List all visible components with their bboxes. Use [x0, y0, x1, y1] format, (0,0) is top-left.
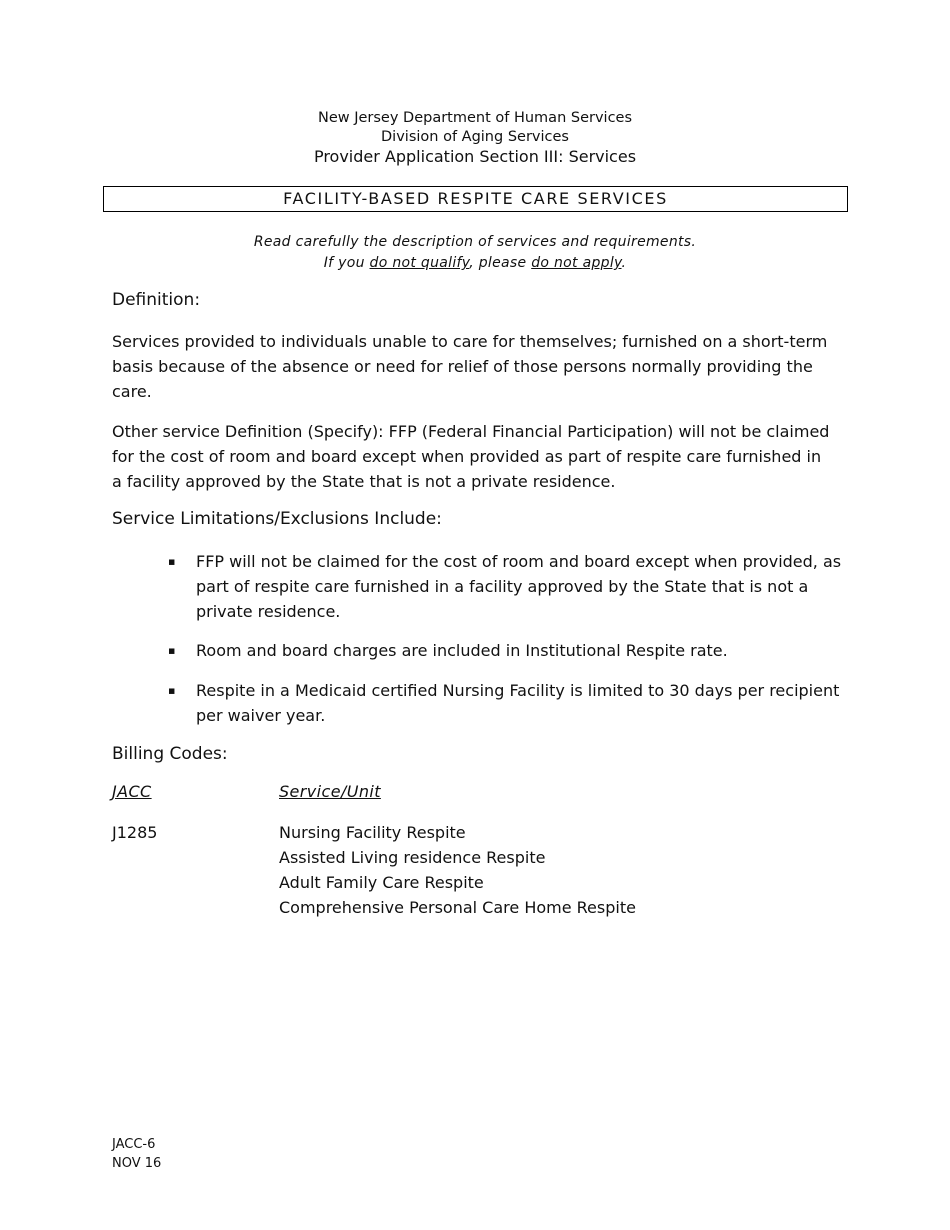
agency-name: New Jersey Department of Human Services [317, 110, 633, 126]
instruction-text: If you [323, 255, 370, 271]
billing-code: J1285 [112, 823, 158, 842]
billing-heading: Billing Codes: [112, 744, 228, 764]
service-unit-item: Nursing Facility Respite [279, 823, 466, 842]
limitation-text: FFP will not be claimed for the cost of room and board except when provided, as part of respite care furnished in a facility approved by the State that is not a private residence. [196, 552, 842, 621]
footer-date: NOV 16 [112, 1156, 162, 1171]
footer-form-id: JACC-6 [112, 1137, 156, 1152]
section-title: Provider Application Section III: Services [313, 147, 637, 166]
service-unit-item: Assisted Living residence Respite [279, 848, 546, 867]
instruction-underline-apply: do not apply [531, 255, 622, 271]
instruction-line-2 [0, 255, 950, 271]
limitation-text: Room and board charges are included in Institutional Respite rate. [196, 641, 728, 660]
column-header-jacc: JACC [112, 782, 152, 801]
service-unit-item: Comprehensive Personal Care Home Respite [279, 898, 636, 917]
bullet-icon: ▪ [168, 555, 176, 568]
service-unit-item: Adult Family Care Respite [279, 873, 484, 892]
bullet-icon: ▪ [168, 644, 176, 657]
definition-heading: Definition: [112, 290, 201, 310]
instruction-text: . [621, 255, 627, 271]
instruction-line-1: Read carefully the description of services and requirements. [253, 234, 697, 250]
division-name: Division of Aging Services [381, 129, 569, 145]
document-title: FACILITY-BASED RESPITE CARE SERVICES [103, 186, 848, 212]
limitations-heading: Service Limitations/Exclusions Include: [112, 509, 442, 529]
instruction-text: , please [469, 255, 532, 271]
other-definition-text: Other service Definition (Specify): FFP (Federal Financial Participation) will not be claimed for the cost of room and board except when provided as part of respite care furnished in a facility approved by the State that is not a private residence. [112, 422, 830, 491]
instruction-underline-qualify: do not qualify [369, 255, 470, 271]
column-header-service-unit: Service/Unit [279, 782, 381, 801]
definition-text: Services provided to individuals unable to care for themselves; furnished on a short-term basis because of the absence or need for relief of those persons normally providing the care. [112, 332, 828, 401]
bullet-icon: ▪ [168, 684, 176, 697]
limitation-text: Respite in a Medicaid certified Nursing Facility is limited to 30 days per recipient per waiver year. [196, 681, 840, 725]
service-unit-list [279, 820, 636, 920]
